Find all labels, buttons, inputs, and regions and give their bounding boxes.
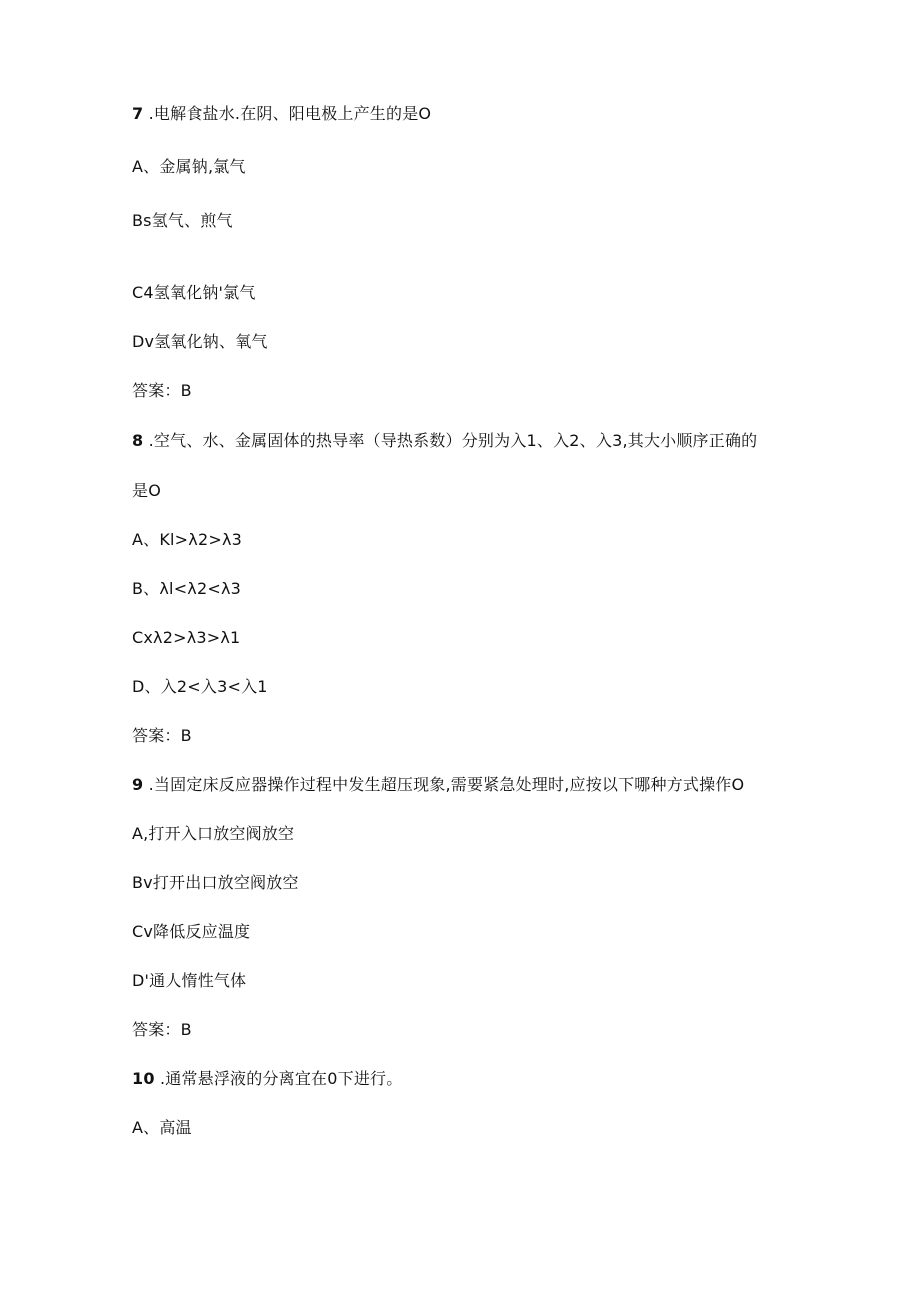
question-7-option-d: Dv氢氧化钠、氧气 [132, 332, 268, 351]
question-9-option-d: D'通人惰性气体 [132, 971, 247, 990]
question-7-option-a: A、金属钠,氯气 [132, 157, 246, 176]
question-9-stem [132, 775, 744, 795]
question-number: 10 [132, 1069, 155, 1088]
question-8-stem-continued: 是O [132, 481, 161, 500]
question-text: .空气、水、金属固体的热导率（导热系数）分别为入1、入2、入3,其大小顺序正确的 [143, 431, 758, 450]
question-10-option-a: A、高温 [132, 1118, 192, 1137]
question-9-option-c: Cv降低反应温度 [132, 922, 251, 941]
question-7-answer: 答案：B [132, 381, 192, 400]
question-8-option-a: A、Kl>λ2>λ3 [132, 530, 242, 549]
question-8-option-b: B、λl<λ2<λ3 [132, 579, 241, 598]
question-9-answer: 答案：B [132, 1020, 192, 1039]
question-8-option-c: Cxλ2>λ3>λ1 [132, 628, 241, 647]
question-7-option-b: Bs氢气、煎气 [132, 211, 233, 230]
question-7-option-c: C4氢氧化钠'氯气 [132, 283, 256, 302]
question-text: .当固定床反应器操作过程中发生超压现象,需要紧急处理时,应按以下哪种方式操作O [143, 775, 745, 794]
question-8-answer: 答案：B [132, 726, 192, 745]
question-number: 8 [132, 431, 144, 450]
question-9-option-b: Bv打开出口放空阀放空 [132, 873, 299, 892]
question-10-stem [132, 1069, 402, 1089]
question-8-stem [132, 431, 757, 451]
question-text: .通常悬浮液的分离宜在0下进行。 [154, 1069, 403, 1088]
question-7-stem [132, 104, 431, 124]
question-number: 7 [132, 104, 144, 123]
question-number: 9 [132, 775, 144, 794]
question-8-option-d: D、入2<入3<入1 [132, 677, 268, 696]
question-text: .电解食盐水.在阴、阳电极上产生的是O [143, 104, 432, 123]
question-9-option-a: A,打开入口放空阀放空 [132, 824, 295, 843]
